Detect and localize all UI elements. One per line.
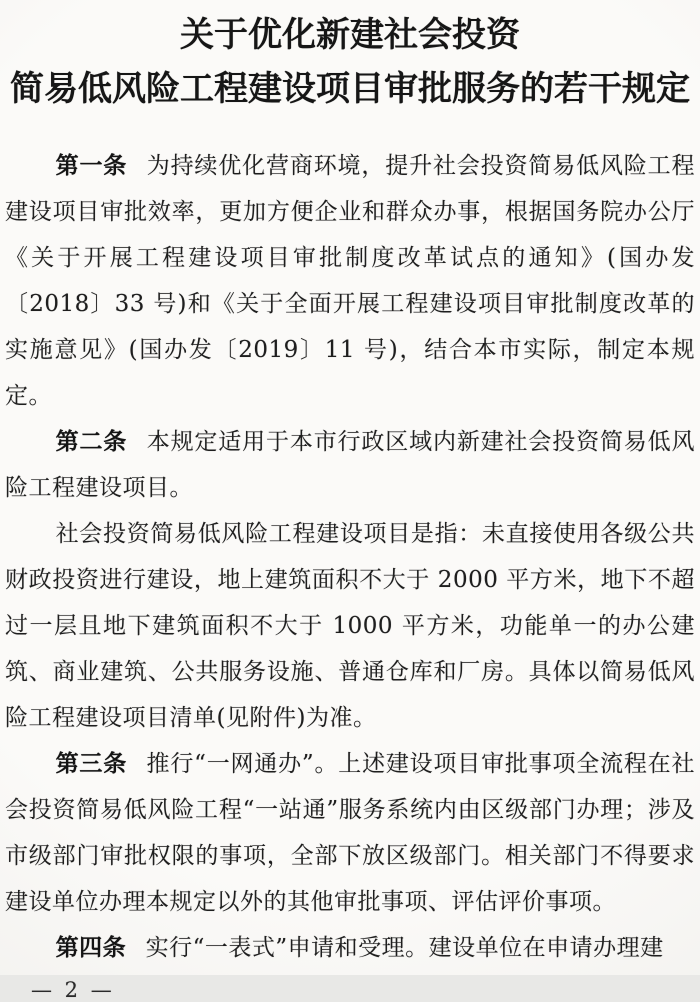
article-1-label: 第一条	[55, 153, 128, 179]
article-4-text: 实行“一表式”申请和受理。建设单位在申请办理建	[145, 935, 664, 961]
article-3-label: 第三条	[55, 751, 127, 777]
paragraph-article-2-continued	[5, 511, 695, 741]
paragraph-article-1	[5, 143, 695, 419]
document-title	[5, 8, 695, 116]
document-title-line-1: 关于优化新建社会投资	[180, 15, 520, 55]
page-number: — 2 —	[31, 978, 115, 1002]
document-body	[5, 143, 695, 971]
article-1-text: 为持续优化营商环境，提升社会投资简易低风险工程建设项目审批效率，更加方便企业和群众办事，根据国务院办公厅《关于开展工程建设项目审批制度改革试点的通知》(国办发〔2018〕33 号)和《关于全面开展工程建设项目审批制度改革的实施意见》(国办发〔2019〕11 号)，结合本市实际，制定本规定。	[5, 153, 696, 409]
article-2-continued-text: 社会投资简易低风险工程建设项目是指：未直接使用各级公共财政投资进行建设，地上建筑面积不大于 2000 平方米，地下不超过一层且地下建筑面积不大于 1000 平方米，功能单一的办公建筑、商业建筑、公共服务设施、普通仓库和厂房。具体以简易低风险工程建设项目清单(见附件)为准。	[5, 521, 695, 731]
document-title-line-2: 简易低风险工程建设项目审批服务的若干规定	[10, 69, 690, 109]
article-3-text: 推行“一网通办”。上述建设项目审批事项全流程在社会投资简易低风险工程“一站通”服务系统内由区级部门办理；涉及市级部门审批权限的事项，全部下放区级部门。相关部门不得要求建设单位办理本规定以外的其他审批事项、评估评价事项。	[5, 751, 695, 915]
paragraph-article-3	[5, 741, 695, 925]
paragraph-article-2	[5, 419, 695, 511]
article-2-label: 第二条	[55, 429, 128, 455]
article-2-text: 本规定适用于本市行政区域内新建社会投资简易低风险工程建设项目。	[5, 429, 696, 501]
article-4-label: 第四条	[55, 935, 127, 961]
paragraph-article-4	[5, 925, 695, 971]
